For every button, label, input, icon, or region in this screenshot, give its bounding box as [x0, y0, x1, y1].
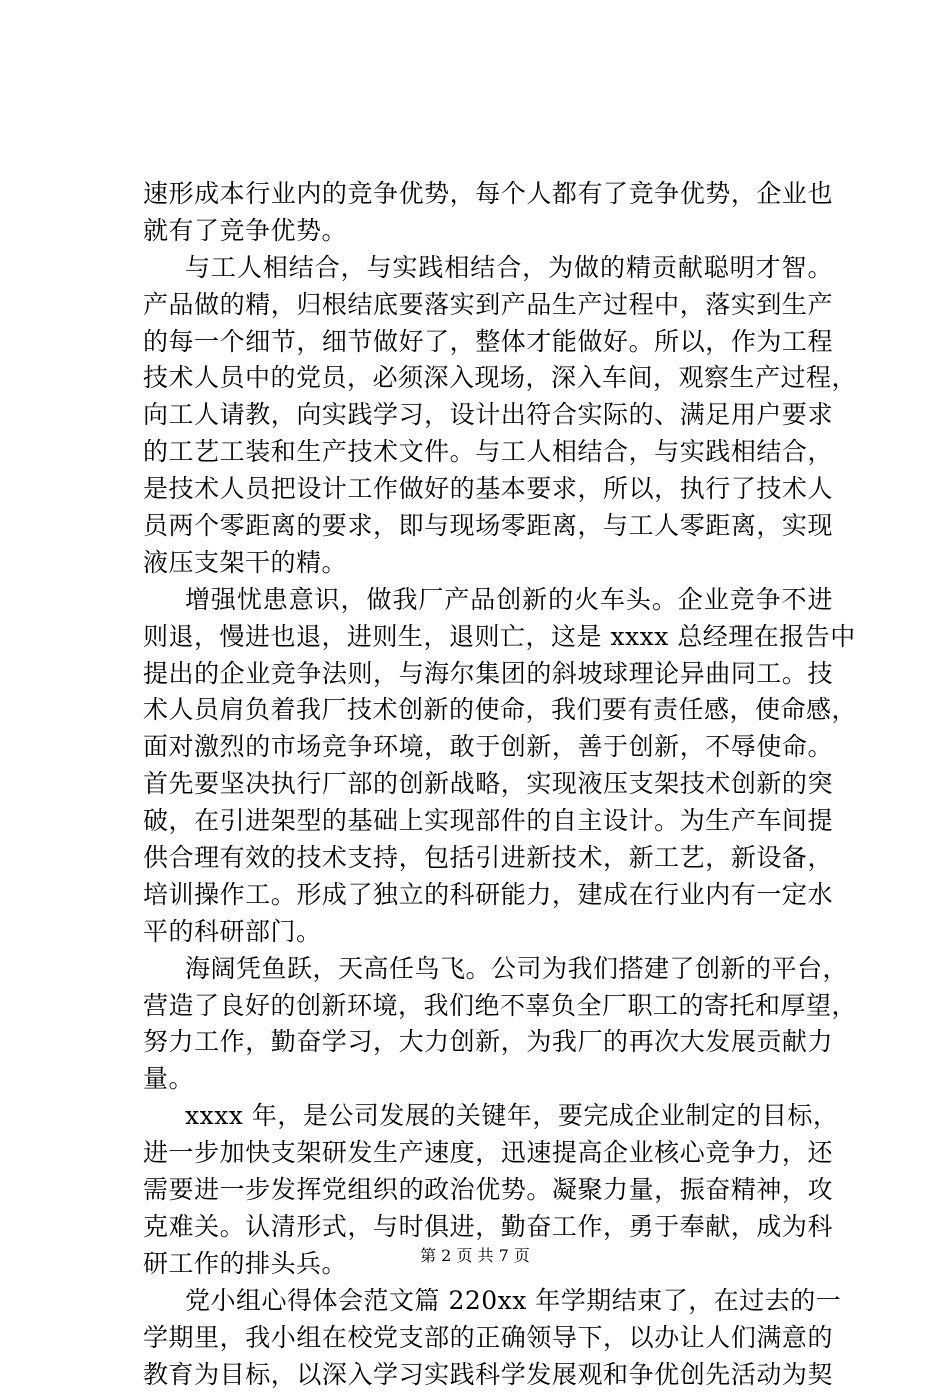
paragraph-line: 速形成本行业内的竞争优势，每个人都有了竞争优势，企业也	[143, 176, 833, 213]
paragraph-line: 党小组心得体会范文篇 220xx 年学期结束了，在过去的一	[143, 1283, 833, 1320]
paragraph-line: 进一步加快支架研发生产速度，迅速提高企业核心竞争力，还	[143, 1135, 833, 1172]
paragraph-line: 量。	[143, 1061, 833, 1098]
paragraph-line: 的每一个细节，细节做好了，整体才能做好。所以，作为工程	[143, 324, 833, 361]
paragraph-line: 营造了良好的创新环境，我们绝不辜负全厂职工的寄托和厚望，	[143, 988, 833, 1025]
paragraph-line: 提出的企业竞争法则，与海尔集团的斜坡球理论异曲同工。技	[143, 656, 833, 693]
paragraph-line: 产品做的精，归根结底要落实到产品生产过程中，落实到生产	[143, 287, 833, 324]
paragraph-line: 的工艺工装和生产技术文件。与工人相结合，与实践相结合，	[143, 434, 833, 471]
paragraph-line: 向工人请教，向实践学习，设计出符合实际的、满足用户要求	[143, 397, 833, 434]
paragraph-line: 就有了竞争优势。	[143, 213, 833, 250]
paragraph-line: 技术人员中的党员，必须深入现场，深入车间，观察生产过程，	[143, 360, 833, 397]
page-footer: 第 2 页 共 7 页	[0, 1246, 950, 1266]
paragraph-line: 培训操作工。形成了独立的科研能力，建成在行业内有一定水	[143, 877, 833, 914]
paragraph-line: xxxx 年，是公司发展的关键年，要完成企业制定的目标，	[143, 1098, 833, 1135]
paragraph-line: 破，在引进架型的基础上实现部件的自主设计。为生产车间提	[143, 803, 833, 840]
paragraph-line: 术人员肩负着我厂技术创新的使命，我们要有责任感，使命感，	[143, 692, 833, 729]
paragraph-line: 平的科研部门。	[143, 914, 833, 951]
paragraph-line: 需要进一步发挥党组织的政治优势。凝聚力量，振奋精神，攻	[143, 1172, 833, 1209]
paragraph-line: 克难关。认清形式，与时俱进，勤奋工作，勇于奉献，成为科	[143, 1209, 833, 1246]
paragraph-line: 液压支架干的精。	[143, 545, 833, 582]
paragraph-line: 则退，慢进也退，进则生，退则亡，这是 xxxx 总经理在报告中	[143, 619, 833, 656]
paragraph-line: 与工人相结合，与实践相结合，为做的精贡献聪明才智。	[143, 250, 833, 287]
paragraph-line: 首先要坚决执行厂部的创新战略，实现液压支架技术创新的突	[143, 766, 833, 803]
paragraph-line: 研工作的排头兵。	[143, 1246, 833, 1283]
paragraph-line: 增强忧患意识，做我厂产品创新的火车头。企业竞争不进	[143, 582, 833, 619]
paragraph-line: 是技术人员把设计工作做好的基本要求，所以，执行了技术人	[143, 471, 833, 508]
paragraph-line: 学期里，我小组在校党支部的正确领导下，以办让人们满意的	[143, 1320, 833, 1357]
paragraph-line: 海阔凭鱼跃，天高任鸟飞。公司为我们搭建了创新的平台，	[143, 951, 833, 988]
document-body	[143, 176, 833, 1393]
paragraph-line: 教育为目标，以深入学习实践科学发展观和争优创先活动为契	[143, 1357, 833, 1393]
paragraph-line: 面对激烈的市场竞争环境，敢于创新，善于创新，不辱使命。	[143, 729, 833, 766]
paragraph-line: 供合理有效的技术支持，包括引进新技术，新工艺，新设备，	[143, 840, 833, 877]
paragraph-line: 员两个零距离的要求，即与现场零距离，与工人零距离，实现	[143, 508, 833, 545]
paragraph-line: 努力工作，勤奋学习，大力创新，为我厂的再次大发展贡献力	[143, 1024, 833, 1061]
